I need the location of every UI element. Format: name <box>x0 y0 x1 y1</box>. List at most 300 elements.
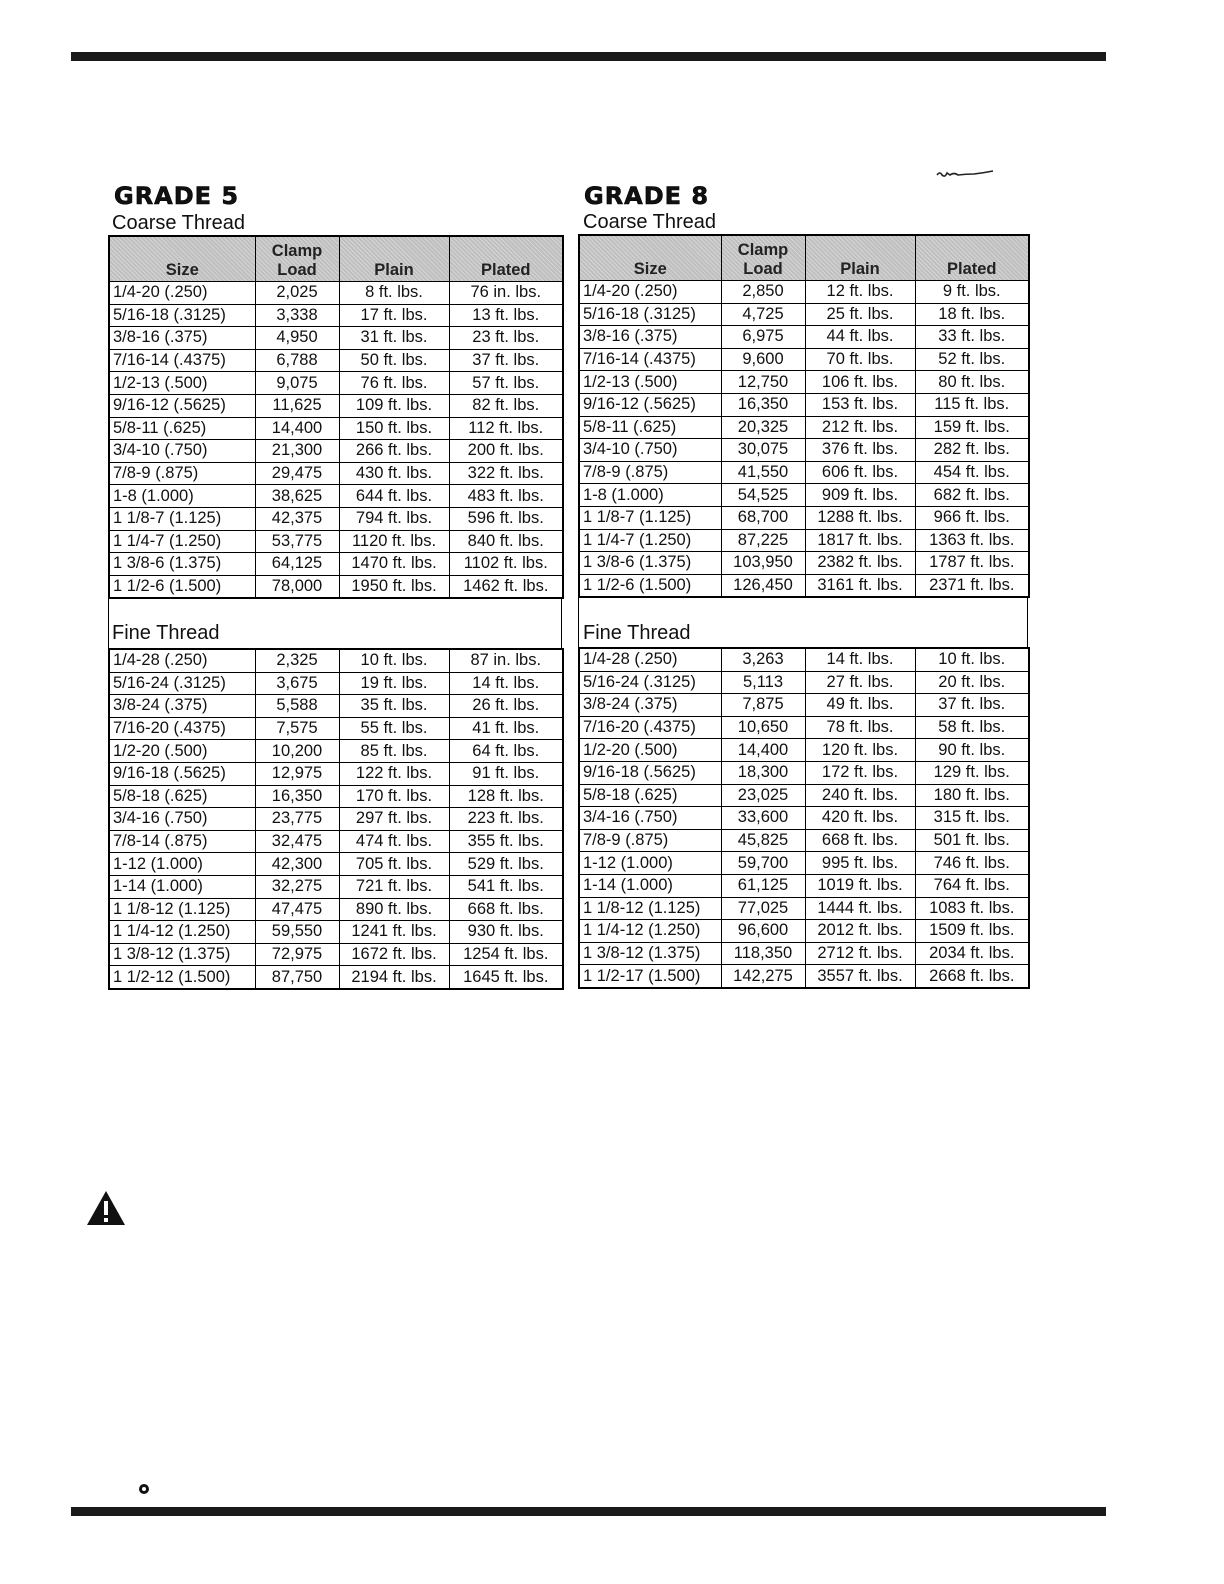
cell-plain: 153 ft. lbs. <box>805 393 915 416</box>
header-clamp-load <box>721 235 805 281</box>
cell-clamp-load: 47,475 <box>255 898 339 921</box>
cell-clamp-load: 18,300 <box>721 761 805 784</box>
table-row <box>579 829 1029 852</box>
cell-size: 5/8-11 (.625) <box>109 417 255 440</box>
header-plated: Plated <box>449 236 563 282</box>
cell-clamp-load: 2,850 <box>721 281 805 304</box>
cell-size: 1 1/8-12 (1.125) <box>579 897 721 920</box>
cell-size: 5/16-18 (.3125) <box>579 303 721 326</box>
table-row <box>579 506 1029 529</box>
cell-size: 1/4-20 (.250) <box>109 282 255 305</box>
cell-plain: 1120 ft. lbs. <box>339 530 449 553</box>
cell-plated: 128 ft. lbs. <box>449 785 563 808</box>
cell-size: 7/8-14 (.875) <box>109 830 255 853</box>
table-row <box>109 304 563 327</box>
cell-plated: 80 ft. lbs. <box>915 371 1029 394</box>
cell-plain: 890 ft. lbs. <box>339 898 449 921</box>
cell-clamp-load: 4,725 <box>721 303 805 326</box>
table-row <box>579 694 1029 717</box>
cell-plated: 1787 ft. lbs. <box>915 552 1029 575</box>
cell-plated: 41 ft. lbs. <box>449 717 563 740</box>
table-header-row <box>579 235 1029 281</box>
cell-clamp-load: 126,450 <box>721 574 805 597</box>
table-row <box>109 282 563 305</box>
cell-plain: 106 ft. lbs. <box>805 371 915 394</box>
cell-plated: 180 ft. lbs. <box>915 784 1029 807</box>
cell-plated: 76 in. lbs. <box>449 282 563 305</box>
cell-plated: 37 ft. lbs. <box>449 349 563 372</box>
cell-plated: 501 ft. lbs. <box>915 829 1029 852</box>
table-row <box>109 485 563 508</box>
cell-clamp-load: 7,875 <box>721 694 805 717</box>
table-row <box>579 484 1029 507</box>
table-row <box>579 965 1029 988</box>
cell-size: 3/8-24 (.375) <box>109 695 255 718</box>
grade-8-fine-table <box>578 647 1030 989</box>
cell-size: 1 1/4-7 (1.250) <box>109 530 255 553</box>
cell-plated: 355 ft. lbs. <box>449 830 563 853</box>
cell-plated: 930 ft. lbs. <box>449 921 563 944</box>
cell-plated: 23 ft. lbs. <box>449 327 563 350</box>
cell-clamp-load: 45,825 <box>721 829 805 852</box>
cell-plated: 52 ft. lbs. <box>915 348 1029 371</box>
table-row <box>579 942 1029 965</box>
cell-plain: 297 ft. lbs. <box>339 808 449 831</box>
table-row <box>109 372 563 395</box>
cell-plain: 474 ft. lbs. <box>339 830 449 853</box>
table-row <box>579 784 1029 807</box>
cell-plain: 1470 ft. lbs. <box>339 553 449 576</box>
table-row <box>109 327 563 350</box>
cell-plated: 668 ft. lbs. <box>449 898 563 921</box>
cell-plain: 25 ft. lbs. <box>805 303 915 326</box>
table-row <box>579 920 1029 943</box>
cell-plated: 1254 ft. lbs. <box>449 943 563 966</box>
cell-size: 1 1/8-12 (1.125) <box>109 898 255 921</box>
header-plated: Plated <box>915 235 1029 281</box>
cell-clamp-load: 23,775 <box>255 808 339 831</box>
table-row <box>109 394 563 417</box>
cell-plated: 37 ft. lbs. <box>915 694 1029 717</box>
cell-size: 1-8 (1.000) <box>579 484 721 507</box>
cell-size: 1-12 (1.000) <box>109 853 255 876</box>
cell-plated: 1645 ft. lbs. <box>449 966 563 989</box>
cell-size: 7/8-9 (.875) <box>579 461 721 484</box>
grade-8-coarse-table <box>578 234 1030 598</box>
table-row <box>579 671 1029 694</box>
cell-plated: 1462 ft. lbs. <box>449 575 563 598</box>
cell-clamp-load: 87,225 <box>721 529 805 552</box>
cell-plain: 1817 ft. lbs. <box>805 529 915 552</box>
table-row <box>109 575 563 598</box>
cell-plain: 1019 ft. lbs. <box>805 874 915 897</box>
cell-size: 9/16-12 (.5625) <box>579 393 721 416</box>
cell-plated: 91 ft. lbs. <box>449 762 563 785</box>
cell-clamp-load: 12,975 <box>255 762 339 785</box>
table-row <box>579 461 1029 484</box>
cell-clamp-load: 38,625 <box>255 485 339 508</box>
cell-size: 5/16-24 (.3125) <box>579 671 721 694</box>
cell-plated: 541 ft. lbs. <box>449 875 563 898</box>
cell-size: 7/8-9 (.875) <box>579 829 721 852</box>
cell-size: 1/2-13 (.500) <box>579 371 721 394</box>
header-clamp: Clamp <box>737 241 789 259</box>
cell-plain: 172 ft. lbs. <box>805 761 915 784</box>
cell-clamp-load: 30,075 <box>721 439 805 462</box>
table-row <box>109 785 563 808</box>
header-plain: Plain <box>339 236 449 282</box>
cell-plain: 170 ft. lbs. <box>339 785 449 808</box>
cell-plated: 26 ft. lbs. <box>449 695 563 718</box>
grade-8-title: GRADE 8 <box>584 182 710 210</box>
cell-clamp-load: 29,475 <box>255 462 339 485</box>
cell-plated: 82 ft. lbs. <box>449 394 563 417</box>
table-row <box>109 649 563 672</box>
cell-plated: 2371 ft. lbs. <box>915 574 1029 597</box>
cell-clamp-load: 20,325 <box>721 416 805 439</box>
warning-triangle-icon <box>86 1190 126 1226</box>
cell-plain: 17 ft. lbs. <box>339 304 449 327</box>
table-row <box>579 326 1029 349</box>
cell-size: 3/4-10 (.750) <box>579 439 721 462</box>
cell-plated: 966 ft. lbs. <box>915 506 1029 529</box>
cell-size: 5/8-11 (.625) <box>579 416 721 439</box>
cell-size: 7/16-20 (.4375) <box>109 717 255 740</box>
cell-plated: 90 ft. lbs. <box>915 739 1029 762</box>
table-row <box>579 371 1029 394</box>
cell-plated: 282 ft. lbs. <box>915 439 1029 462</box>
grade-5-title: GRADE 5 <box>114 182 240 210</box>
cell-plated: 2034 ft. lbs. <box>915 942 1029 965</box>
grade-8-coarse-label: Coarse Thread <box>583 211 717 233</box>
cell-clamp-load: 7,575 <box>255 717 339 740</box>
cell-plain: 430 ft. lbs. <box>339 462 449 485</box>
cell-plated: 1509 ft. lbs. <box>915 920 1029 943</box>
cell-plated: 9 ft. lbs. <box>915 281 1029 304</box>
cell-plain: 78 ft. lbs. <box>805 716 915 739</box>
cell-plain: 27 ft. lbs. <box>805 671 915 694</box>
cell-size: 5/16-24 (.3125) <box>109 672 255 695</box>
cell-size: 3/4-16 (.750) <box>109 808 255 831</box>
table-row <box>109 507 563 530</box>
cell-plated: 159 ft. lbs. <box>915 416 1029 439</box>
table-row <box>109 417 563 440</box>
cell-clamp-load: 3,675 <box>255 672 339 695</box>
table-row <box>579 739 1029 762</box>
cell-plated: 764 ft. lbs. <box>915 874 1029 897</box>
table-row <box>109 830 563 853</box>
cell-plain: 70 ft. lbs. <box>805 348 915 371</box>
cell-plain: 10 ft. lbs. <box>339 649 449 672</box>
cell-plated: 10 ft. lbs. <box>915 648 1029 671</box>
table-row <box>579 393 1029 416</box>
table-row <box>579 716 1029 739</box>
cell-plated: 322 ft. lbs. <box>449 462 563 485</box>
cell-plated: 87 in. lbs. <box>449 649 563 672</box>
table-row <box>109 966 563 989</box>
cell-size: 5/8-18 (.625) <box>579 784 721 807</box>
table-row <box>109 921 563 944</box>
cell-size: 1/2-13 (.500) <box>109 372 255 395</box>
table-row <box>109 943 563 966</box>
cell-size: 3/8-16 (.375) <box>579 326 721 349</box>
table-row <box>109 349 563 372</box>
header-clamp: Clamp <box>271 242 323 260</box>
cell-clamp-load: 16,350 <box>255 785 339 808</box>
cell-plated: 58 ft. lbs. <box>915 716 1029 739</box>
cell-plain: 35 ft. lbs. <box>339 695 449 718</box>
cell-plated: 57 ft. lbs. <box>449 372 563 395</box>
cell-size: 1-8 (1.000) <box>109 485 255 508</box>
cell-plated: 13 ft. lbs. <box>449 304 563 327</box>
cell-plain: 85 ft. lbs. <box>339 740 449 763</box>
cell-size: 1 3/8-12 (1.375) <box>109 943 255 966</box>
cell-clamp-load: 14,400 <box>255 417 339 440</box>
grade-5-fine-label: Fine Thread <box>112 622 220 644</box>
cell-size: 1 1/4-7 (1.250) <box>579 529 721 552</box>
cell-clamp-load: 3,263 <box>721 648 805 671</box>
cell-clamp-load: 87,750 <box>255 966 339 989</box>
cell-plain: 150 ft. lbs. <box>339 417 449 440</box>
grade-5-coarse-table <box>108 235 564 599</box>
table-header-row <box>109 236 563 282</box>
cell-plain: 122 ft. lbs. <box>339 762 449 785</box>
cell-plated: 64 ft. lbs. <box>449 740 563 763</box>
cell-plated: 840 ft. lbs. <box>449 530 563 553</box>
table-row <box>579 574 1029 597</box>
cell-clamp-load: 61,125 <box>721 874 805 897</box>
table-row <box>109 440 563 463</box>
cell-plated: 2668 ft. lbs. <box>915 965 1029 988</box>
cell-plain: 2194 ft. lbs. <box>339 966 449 989</box>
cell-plain: 19 ft. lbs. <box>339 672 449 695</box>
cell-clamp-load: 9,600 <box>721 348 805 371</box>
cell-plain: 120 ft. lbs. <box>805 739 915 762</box>
cell-plain: 1672 ft. lbs. <box>339 943 449 966</box>
table-row <box>109 530 563 553</box>
cell-plain: 266 ft. lbs. <box>339 440 449 463</box>
cell-plain: 44 ft. lbs. <box>805 326 915 349</box>
table-row <box>579 439 1029 462</box>
cell-size: 5/8-18 (.625) <box>109 785 255 808</box>
cell-clamp-load: 11,625 <box>255 394 339 417</box>
cell-size: 1 3/8-6 (1.375) <box>109 553 255 576</box>
cell-plain: 212 ft. lbs. <box>805 416 915 439</box>
cell-plain: 12 ft. lbs. <box>805 281 915 304</box>
cell-plated: 200 ft. lbs. <box>449 440 563 463</box>
cell-clamp-load: 59,550 <box>255 921 339 944</box>
cell-size: 1 1/2-6 (1.500) <box>579 574 721 597</box>
cell-clamp-load: 6,975 <box>721 326 805 349</box>
table-row <box>109 808 563 831</box>
cell-plain: 1950 ft. lbs. <box>339 575 449 598</box>
cell-size: 5/16-18 (.3125) <box>109 304 255 327</box>
table-row <box>109 762 563 785</box>
header-load: Load <box>743 260 783 278</box>
cell-clamp-load: 42,375 <box>255 507 339 530</box>
table-row <box>579 416 1029 439</box>
cell-plain: 55 ft. lbs. <box>339 717 449 740</box>
cell-plain: 668 ft. lbs. <box>805 829 915 852</box>
cell-clamp-load: 2,025 <box>255 282 339 305</box>
cell-clamp-load: 21,300 <box>255 440 339 463</box>
table-row <box>109 462 563 485</box>
cell-plain: 644 ft. lbs. <box>339 485 449 508</box>
cell-plain: 606 ft. lbs. <box>805 461 915 484</box>
cell-plain: 109 ft. lbs. <box>339 394 449 417</box>
page-bullet-icon <box>139 1484 149 1494</box>
cell-plain: 8 ft. lbs. <box>339 282 449 305</box>
cell-plated: 682 ft. lbs. <box>915 484 1029 507</box>
cell-clamp-load: 53,775 <box>255 530 339 553</box>
cell-clamp-load: 118,350 <box>721 942 805 965</box>
handwritten-mark <box>936 167 994 179</box>
cell-size: 1-14 (1.000) <box>579 874 721 897</box>
table-row <box>109 740 563 763</box>
cell-size: 1-12 (1.000) <box>579 852 721 875</box>
cell-plain: 49 ft. lbs. <box>805 694 915 717</box>
table-row <box>109 898 563 921</box>
top-rule <box>71 52 1106 61</box>
cell-plated: 315 ft. lbs. <box>915 807 1029 830</box>
cell-plain: 31 ft. lbs. <box>339 327 449 350</box>
cell-plain: 2712 ft. lbs. <box>805 942 915 965</box>
cell-clamp-load: 32,275 <box>255 875 339 898</box>
table-row <box>579 529 1029 552</box>
cell-clamp-load: 64,125 <box>255 553 339 576</box>
cell-clamp-load: 78,000 <box>255 575 339 598</box>
cell-plain: 995 ft. lbs. <box>805 852 915 875</box>
cell-plated: 1083 ft. lbs. <box>915 897 1029 920</box>
table-row <box>579 874 1029 897</box>
cell-size: 9/16-18 (.5625) <box>579 761 721 784</box>
grade-5-fine-table <box>108 648 564 990</box>
cell-clamp-load: 59,700 <box>721 852 805 875</box>
cell-size: 1-14 (1.000) <box>109 875 255 898</box>
header-load: Load <box>277 261 317 279</box>
cell-plain: 14 ft. lbs. <box>805 648 915 671</box>
cell-size: 3/4-10 (.750) <box>109 440 255 463</box>
cell-clamp-load: 68,700 <box>721 506 805 529</box>
cell-plain: 909 ft. lbs. <box>805 484 915 507</box>
cell-plated: 529 ft. lbs. <box>449 853 563 876</box>
cell-size: 1 1/2-12 (1.500) <box>109 966 255 989</box>
table-row <box>579 807 1029 830</box>
cell-plain: 76 ft. lbs. <box>339 372 449 395</box>
cell-size: 1 3/8-12 (1.375) <box>579 942 721 965</box>
cell-plain: 420 ft. lbs. <box>805 807 915 830</box>
table-row <box>579 897 1029 920</box>
table-row <box>579 281 1029 304</box>
cell-clamp-load: 77,025 <box>721 897 805 920</box>
cell-clamp-load: 6,788 <box>255 349 339 372</box>
cell-clamp-load: 10,200 <box>255 740 339 763</box>
cell-size: 7/16-14 (.4375) <box>109 349 255 372</box>
cell-clamp-load: 5,588 <box>255 695 339 718</box>
cell-size: 1 1/4-12 (1.250) <box>109 921 255 944</box>
cell-clamp-load: 16,350 <box>721 393 805 416</box>
cell-clamp-load: 5,113 <box>721 671 805 694</box>
cell-plated: 14 ft. lbs. <box>449 672 563 695</box>
cell-plated: 454 ft. lbs. <box>915 461 1029 484</box>
cell-size: 1/4-28 (.250) <box>579 648 721 671</box>
cell-plain: 240 ft. lbs. <box>805 784 915 807</box>
table-row <box>579 761 1029 784</box>
cell-clamp-load: 4,950 <box>255 327 339 350</box>
table-row <box>109 853 563 876</box>
cell-size: 1 1/8-7 (1.125) <box>579 506 721 529</box>
header-size: Size <box>579 235 721 281</box>
table-row <box>109 875 563 898</box>
cell-clamp-load: 54,525 <box>721 484 805 507</box>
cell-plated: 596 ft. lbs. <box>449 507 563 530</box>
cell-clamp-load: 3,338 <box>255 304 339 327</box>
cell-size: 1/2-20 (.500) <box>579 739 721 762</box>
cell-size: 1 3/8-6 (1.375) <box>579 552 721 575</box>
table-row <box>579 852 1029 875</box>
grade-5-coarse-label: Coarse Thread <box>112 212 246 234</box>
cell-clamp-load: 41,550 <box>721 461 805 484</box>
cell-plain: 1241 ft. lbs. <box>339 921 449 944</box>
header-size: Size <box>109 236 255 282</box>
cell-size: 1/2-20 (.500) <box>109 740 255 763</box>
cell-clamp-load: 32,475 <box>255 830 339 853</box>
cell-plated: 112 ft. lbs. <box>449 417 563 440</box>
cell-size: 7/8-9 (.875) <box>109 462 255 485</box>
cell-plain: 1288 ft. lbs. <box>805 506 915 529</box>
cell-plain: 1444 ft. lbs. <box>805 897 915 920</box>
cell-plated: 223 ft. lbs. <box>449 808 563 831</box>
cell-clamp-load: 23,025 <box>721 784 805 807</box>
table-row <box>109 553 563 576</box>
cell-clamp-load: 142,275 <box>721 965 805 988</box>
cell-size: 1/4-20 (.250) <box>579 281 721 304</box>
cell-plain: 3557 ft. lbs. <box>805 965 915 988</box>
bottom-rule <box>71 1507 1106 1516</box>
cell-plain: 3161 ft. lbs. <box>805 574 915 597</box>
cell-plated: 20 ft. lbs. <box>915 671 1029 694</box>
cell-size: 7/16-20 (.4375) <box>579 716 721 739</box>
cell-clamp-load: 14,400 <box>721 739 805 762</box>
cell-size: 1 1/8-7 (1.125) <box>109 507 255 530</box>
cell-plated: 129 ft. lbs. <box>915 761 1029 784</box>
table-row <box>109 717 563 740</box>
cell-plain: 705 ft. lbs. <box>339 853 449 876</box>
cell-size: 1 1/2-6 (1.500) <box>109 575 255 598</box>
cell-plated: 483 ft. lbs. <box>449 485 563 508</box>
cell-plated: 33 ft. lbs. <box>915 326 1029 349</box>
cell-size: 3/8-16 (.375) <box>109 327 255 350</box>
cell-plated: 18 ft. lbs. <box>915 303 1029 326</box>
cell-plain: 2382 ft. lbs. <box>805 552 915 575</box>
table-row <box>579 648 1029 671</box>
cell-size: 7/16-14 (.4375) <box>579 348 721 371</box>
table-row <box>109 695 563 718</box>
cell-clamp-load: 2,325 <box>255 649 339 672</box>
cell-plated: 115 ft. lbs. <box>915 393 1029 416</box>
cell-clamp-load: 96,600 <box>721 920 805 943</box>
cell-clamp-load: 72,975 <box>255 943 339 966</box>
cell-size: 3/4-16 (.750) <box>579 807 721 830</box>
cell-plated: 1363 ft. lbs. <box>915 529 1029 552</box>
cell-plain: 376 ft. lbs. <box>805 439 915 462</box>
grade-8-fine-label: Fine Thread <box>583 622 691 644</box>
table-row <box>579 303 1029 326</box>
cell-plated: 1102 ft. lbs. <box>449 553 563 576</box>
cell-size: 9/16-18 (.5625) <box>109 762 255 785</box>
cell-size: 1 1/4-12 (1.250) <box>579 920 721 943</box>
table-row <box>579 348 1029 371</box>
